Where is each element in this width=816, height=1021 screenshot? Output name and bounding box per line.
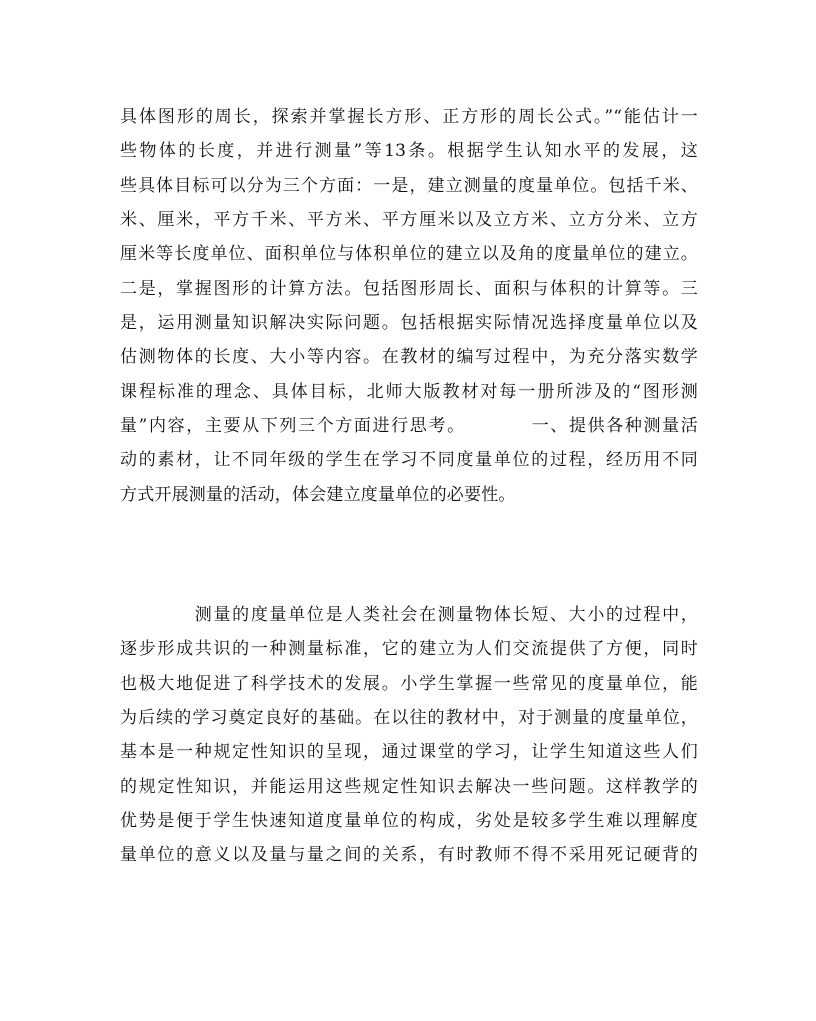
text-line: 动的素材，让不同年级的学生在学习不同度量单位的过程，经历用不同 (120, 450, 698, 471)
text-line: 是，运用测量知识解决实际问题。包括根据实际情况选择度量单位以及 (120, 313, 698, 334)
text-line-last: 方式开展测量的活动，体会建立度量单位的必要性。 (120, 484, 516, 505)
paragraph-1 (120, 100, 698, 512)
text-line: 也极大地促进了科学技术的发展。小学生掌握一些常见的度量单位，能 (120, 673, 698, 694)
text-line: 些具体目标可以分为三个方面：一是，建立测量的度量单位。包括千米、 (120, 175, 698, 196)
text-line: 测量的度量单位是人类社会在测量物体长短、大小的过程中， (120, 605, 698, 625)
text-line: 厘米等长度单位、面积单位与体积单位的建立以及角的度量单位的建立。 (120, 244, 698, 265)
text-line: 量”内容，主要从下列三个方面进行思考。 一、提供各种测量活 (120, 416, 698, 437)
text-line: 课程标准的理念、具体目标，北师大版教材对每一册所涉及的“图形测 (120, 381, 698, 402)
text-line: 基本是一种规定性知识的呈现，通过课堂的学习，让学生知道这些人们 (120, 742, 698, 763)
text-line: 的规定性知识，并能运用这些规定性知识去解决一些问题。这样教学的 (120, 776, 698, 797)
paragraph-2 (120, 598, 698, 873)
text-line: 二是，掌握图形的计算方法。包括图形周长、面积与体积的计算等。三 (120, 278, 698, 299)
text-line: 为后续的学习奠定良好的基础。在以往的教材中，对于测量的度量单位， (120, 708, 698, 729)
text-line: 估测物体的长度、大小等内容。在教材的编写过程中，为充分落实数学 (120, 347, 698, 368)
text-line: 些物体的长度，并进行测量”等13条。根据学生认知水平的发展，这 (120, 141, 698, 162)
text-line: 量单位的意义以及量与量之间的关系，有时教师不得不采用死记硬背的 (120, 845, 698, 866)
text-line: 优势是便于学生快速知道度量单位的构成，劣处是较多学生难以理解度 (120, 811, 698, 832)
text-line: 具体图形的周长，探索并掌握长方形、正方形的周长公式。”“能估计一 (120, 107, 698, 127)
text-line: 逐步形成共识的一种测量标准，它的建立为人们交流提供了方便，同时 (120, 639, 698, 660)
text-line: 米、厘米，平方千米、平方米、平方厘米以及立方米、立方分米、立方 (120, 210, 698, 231)
